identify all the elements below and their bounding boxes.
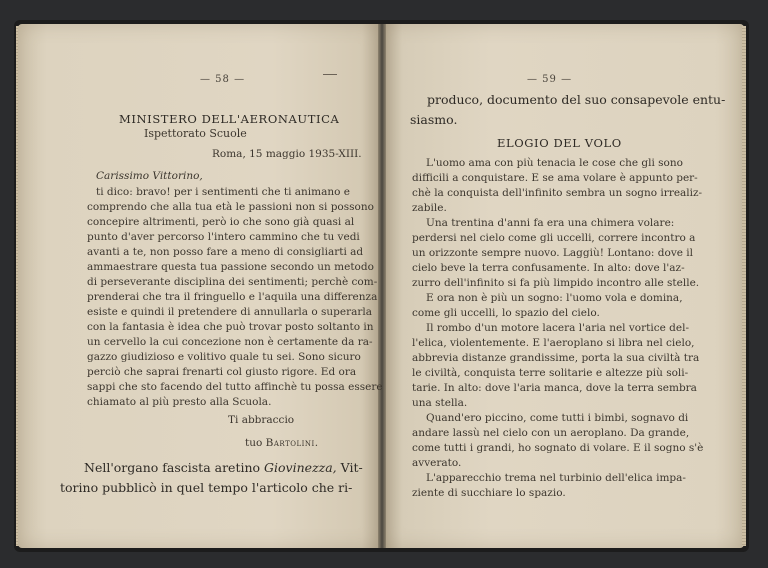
margin-mark (323, 74, 337, 75)
article-line: le civiltà, conquista terre solitarie e altezze più soli- (412, 367, 689, 379)
letter-line: ti dico: bravo! per i sentimenti che ti animano e (96, 186, 351, 198)
letter-line: ammaestrare questa tua passione secondo un metodo (87, 261, 374, 273)
letter-line: avanti a te, non posso fare a meno di consigliarti ad (87, 246, 364, 258)
right-page-number: — 59 — (527, 74, 573, 85)
article-line: un orizzonte sempre nuovo. Laggiù! Lontano: dove il (412, 247, 694, 259)
article-line: perdersi nel cielo come gli uccelli, correre incontro a (412, 232, 696, 244)
article-line: Una trentina d'anni fa era una chimera volare: (426, 217, 675, 229)
article-line: avverato. (412, 457, 462, 469)
article-title: ELOGIO DEL VOLO (497, 136, 622, 150)
article-line: L'uomo ama con più tenacia le cose che gli sono (426, 157, 683, 169)
letter-salutation: Carissimo Vittorino, (96, 170, 203, 182)
body-text: Vit- (340, 460, 363, 475)
letter-line: concepire altrimenti, però io che sono già quasi al (87, 216, 355, 228)
book-gutter (378, 24, 386, 548)
intro-line: siasmo. (410, 112, 458, 127)
article-line: come tutti i grandi, ho sognato di volare. E il sogno s'è (412, 442, 704, 454)
letter-line: con la fantasia è idea che può trovar posto soltanto in (87, 321, 374, 333)
left-page-number: — 58 — (200, 74, 246, 85)
letter-line: perciò che saprai frenarti col giusto rigore. Ed ora (87, 366, 357, 378)
body-text: Nell'organo fascista aretino (84, 460, 261, 475)
letter-line: un cervello la cui concezione non è certamente da ra- (87, 336, 373, 348)
signature-prefix: tuo (245, 437, 263, 449)
article-line: difficili a conquistare. E se ama volare è appunto per- (412, 172, 698, 184)
signature-name: Bartolini. (265, 437, 319, 449)
article-line: E ora non è più un sogno: l'uomo vola e domina, (426, 292, 683, 304)
article-line: L'apparecchio trema nel turbinio dell'elica impa- (426, 472, 686, 484)
intro-line: produco, documento del suo consapevole entu- (427, 92, 726, 107)
page-edges-right (742, 26, 746, 546)
article-line: Il rombo d'un motore lacera l'aria nel vortice del- (426, 322, 689, 334)
letter-line: comprendo che alla tua età le passioni non si possono (87, 201, 374, 213)
letter-line: prenderai che tra il fringuello e l'aquila una differenza (87, 291, 378, 303)
article-line: zabile. (412, 202, 447, 214)
article-line: zurro dell'infinito si fa più limpido incontro alle stelle. (412, 277, 700, 289)
article-line: tarie. In alto: dove l'aria manca, dove la terra sembra (412, 382, 697, 394)
letter-line: di perseverante disciplina dei sentimenti; perchè com- (87, 276, 378, 288)
letter-closing: Ti abbraccio (228, 414, 295, 426)
article-line: l'elica, violentemente. E l'aeroplano si libra nel cielo, (412, 337, 695, 349)
article-line: cielo beve la terra confusamente. In alto: dove l'az- (412, 262, 685, 274)
letter-line: gazzo giudizioso e volitivo quale tu sei. Sono sicuro (87, 351, 361, 363)
body-paragraph-line (84, 460, 363, 475)
letter-heading: MINISTERO DELL'AERONAUTICA (119, 112, 340, 126)
letter-date: Roma, 15 maggio 1935-XIII. (212, 148, 362, 160)
letter-line: esiste e quindi il pretendere di annullarla o superarla (87, 306, 372, 318)
body-paragraph-line: torino pubblicò in quel tempo l'articolo che ri- (60, 480, 353, 495)
article-line: come gli uccelli, lo spazio del cielo. (412, 307, 600, 319)
letter-signature (245, 437, 319, 450)
letter-subheading: Ispettorato Scuole (144, 127, 247, 140)
letter-line: punto d'aver percorso l'intero cammino che tu vedi (87, 231, 360, 243)
article-line: Quand'ero piccino, come tutti i bimbi, sognavo di (426, 412, 689, 424)
article-line: chè la conquista dell'infinito sembra un sogno irrealiz- (412, 187, 703, 199)
newspaper-name: Giovinezza, (264, 460, 337, 475)
letter-line: chiamato al più presto alla Scuola. (87, 396, 272, 408)
letter-line: sappi che sto facendo del tutto affinchè tu possa essere (87, 381, 383, 393)
article-line: andare lassù nel cielo con un aeroplano. Da grande, (412, 427, 690, 439)
article-line: abbrevia distanze grandissime, porta la sua civiltà tra (412, 352, 700, 364)
article-line: ziente di succhiare lo spazio. (412, 487, 566, 499)
article-line: una stella. (412, 397, 468, 409)
